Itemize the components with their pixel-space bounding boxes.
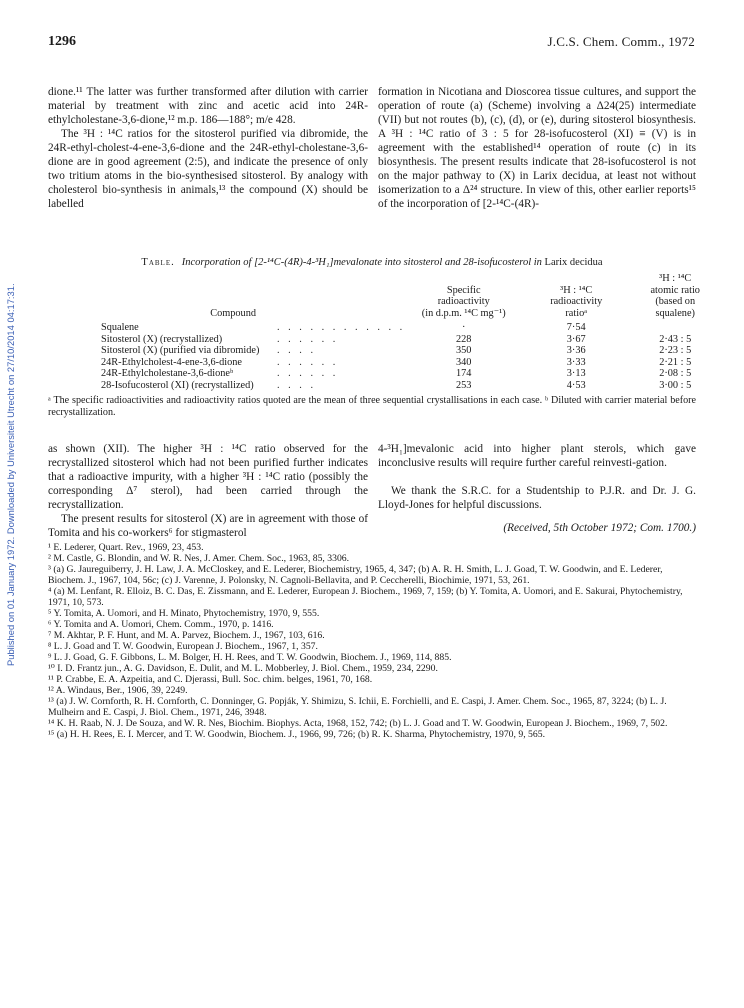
table-title-species: Larix decidua [544,257,603,268]
table-caption [48,257,696,268]
cell-specific-radioactivity: 350 [455,345,472,357]
references [48,542,696,740]
col-header-atomic: ³H : ¹⁴C atomic ratio (based on squalene) [650,273,700,319]
reference: ⁷ M. Akhtar, P. F. Hunt, and M. A. Parvez, Biochem. J., 1967, 103, 616. [48,630,325,641]
cell-leader-dots: . . . . [277,379,317,391]
reference: ² M. Castle, G. Blondin, and W. R. Nes, J. Amer. Chem. Soc., 1963, 85, 3306. [48,553,350,564]
page-header [48,34,695,52]
reference: ¹³ (a) J. W. Cornforth, R. H. Cornforth, C. Donninger, G. Popják, Y. Shimizu, S. Ichii, E. Forchielli, and E. Caspi, J. Amer. Chem. Soc., 1965, 87, 3224; (b) L. J. Mulheirn and E. Caspi, J. Biol. Chem., 1971, 246, 3948. [48,696,667,718]
reference: ¹⁴ K. H. Raab, N. J. De Souza, and W. R. Nes, Biochim. Biophys. Acta, 1968, 152, 742; (b) L. J. Goad and T. W. Goodwin, European J. Biochem., 1969, 7, 502. [48,718,668,729]
cell-leader-dots: . . . . . . [277,368,339,380]
table-row [101,322,720,334]
incorporation-table [101,273,720,392]
reference: ¹¹ P. Crabbe, E. A. Azpeitia, and C. Djerassi, Bull. Soc. chim. belges, 1961, 70, 168. [48,674,373,685]
left-column-bottom [48,442,368,540]
reference: ⁵ Y. Tomita, A. Uomori, and H. Minato, Phytochemistry, 1970, 9, 555. [48,608,320,619]
cell-atomic-ratio: 2·21 : 5 [659,356,692,368]
reference: ⁶ Y. Tomita and A. Uomori, Chem. Comm., 1970, p. 1416. [48,619,274,630]
table-row [101,334,720,346]
cell-compound: Sitosterol (X) (purified via dibromide) [101,345,260,357]
col-header-ratio: ³H : ¹⁴C radioactivity ratioᵃ [550,284,603,319]
left-column-top [48,85,368,211]
reference: ¹² A. Windaus, Ber., 1906, 39, 2249. [48,685,188,696]
reference: ⁴ (a) M. Lenfant, R. Elloiz, B. C. Das, E. Zissmann, and E. Lederer, European J. Biochem., 1969, 7, 159; (b) Y. Tomita, A. Uomori, and E. Sakurai, Phytochemistry, 1971, 10, 573. [48,586,683,608]
reference: ⁹ L. J. Goad, G. F. Gibbons, L. M. Bolger, H. H. Rees, and T. W. Goodwin, Biochem. J., 1969, 114, 885. [48,652,452,663]
cell-specific-radioactivity: 340 [455,356,472,368]
table-label: Table. [141,257,175,268]
paragraph: 4-³H₁]mevalonic acid into higher plant sterols, which gave inconclusive results will require further careful reinvesti-gation. [378,443,696,469]
reference: ¹⁵ (a) H. H. Rees, E. I. Mercer, and T. W. Goodwin, Biochem. J., 1966, 99, 726; (b) R. K. Sharma, Phytochemistry, 1970, 9, 565. [48,729,546,740]
col-header-compound: Compound [210,307,256,319]
table-title: Incorporation of [2-¹⁴C-(4R)-4-³H₁]mevalonate into sitosterol and 28-isofucosterol in [181,257,542,268]
cell-leader-dots: . . . . . . [277,333,339,345]
cell-leader-dots: . . . . . . . . . . . . [277,322,406,333]
acknowledgement: We thank the S.R.C. for a Studentship to P.J.R. and Dr. J. G. Lloyd-Jones for helpful discussions. [378,485,696,511]
cell-atomic-ratio [630,322,720,334]
right-column-bottom [378,442,696,470]
cell-compound: Sitosterol (X) (recrystallized) [101,333,223,345]
cell-compound: 24R-Ethylcholest-4-ene-3,6-dione [101,356,242,368]
cell-leader-dots: . . . . [277,345,317,357]
table-row [101,368,720,380]
table-footnote: ᵃ The specific radioactivities and radioactivity ratios quoted are the mean of three sequential crystallisations in each case. ᵇ Diluted with carrier material before recrystallization. [48,395,696,418]
cell-specific-radioactivity: 228 [455,333,472,345]
reference: ¹ E. Lederer, Quart. Rev., 1969, 23, 453. [48,542,204,553]
paragraph: The ³H : ¹⁴C ratios for the sitosterol purified via dibromide, the 24R-ethyl-cholest-4-ene-3,6-dione and the 24R-ethyl-cholestane-3,6-dione are in good agreement (2:5), and indicate the presence of only two tritium atoms in the bio-synthesised sitosterol. By analogy with cholesterol bio-synthesis in animals,¹³ the compound (X) should be labelled [48,128,368,210]
cell-radioactivity-ratio: 3·33 [566,356,586,368]
cell-specific-radioactivity: 174 [455,368,472,380]
col-header-specific: Specific radioactivity (in d.p.m. ¹⁴C mg⁻¹) [421,284,506,319]
cell-radioactivity-ratio: 3·13 [566,368,586,380]
reference: ³ (a) G. Jaureguiberry, J. H. Law, J. A. McCloskey, and E. Lederer, Biochemistry, 1965, 4, 347; (b) A. R. H. Smith, L. J. Goad, T. W. Goodwin, and E. Lederer, Biochem. J., 1967, 104, 56c; (c) J. Varenne, J. Polonsky, N. Cagnoli-Bellavita, and P. Ceccherelli, Biochimie, 1971, 53, 261. [48,564,663,586]
reference: ¹⁰ I. D. Frantz jun., A. G. Davidson, E. Dulit, and M. L. Mobberley, J. Biol. Chem., 1959, 234, 2290. [48,663,438,674]
table-row [101,357,720,369]
cell-atomic-ratio: 2·23 : 5 [659,345,692,357]
paragraph: dione.¹¹ The latter was further transformed after dilution with carrier material by treatment with zinc and acetic acid into 24R-ethylcholestane-3,6-dione,¹² m.p. 186—188°; m/e 428. [48,86,368,126]
paragraph: formation in Nicotiana and Dioscorea tissue cultures, and support the operation of route (a) (Scheme) involving a Δ24(25) intermediate (VII) but not routes (b), (c), (d), or (e), during sitosterol biosynthesis. A ³H : ¹⁴C ratio of 3 : 5 for 28-isofucosterol (XI) ≡ (V) is in agreement with the established¹⁴ operation of route (c) in its biosynthesis. The present results indicate that 28-isofucosterol is not on the major pathway to (X) in Larix decidua, at least not without isomerization to a Δ²⁴ structure. In view of this, other earlier reports¹⁵ of the incorporation of [2-¹⁴C-(4R)- [378,86,696,210]
right-column-top [378,85,696,211]
reference: ⁸ L. J. Goad and T. W. Goodwin, European J. Biochem., 1967, 1, 357. [48,641,318,652]
paragraph: as shown (XII). The higher ³H : ¹⁴C ratio observed for the recrystallized sitosterol which had not been purified further indicates that a radioactive impurity, with a higher ³H : ¹⁴C ratio (possibly the corresponding Δ⁷ sterol), had been carried through the recrystallization. [48,443,368,511]
table-header-row [101,273,720,319]
cell-atomic-ratio: 2·43 : 5 [659,333,692,345]
table-row [101,345,720,357]
cell-atomic-ratio: 2·08 : 5 [659,368,692,380]
table-row [101,380,720,392]
cell-radioactivity-ratio: 3·36 [566,345,586,357]
cell-compound: Squalene [101,322,139,333]
paragraph: The present results for sitosterol (X) are in agreement with those of Tomita and his co-workers⁶ for stigmasterol [48,513,368,539]
download-watermark: Published on 01 January 1972. Downloaded by Universiteit Utrecht on 27/10/2014 04:17:31. [5,283,16,667]
cell-atomic-ratio: 3·00 : 5 [659,379,692,391]
cell-leader-dots: . . . . . . [277,356,339,368]
journal-running-head: J.C.S. Chem. Comm., 1972 [547,34,695,49]
cell-compound: 24R-Ethylcholestane-3,6-dioneᵇ [101,368,234,380]
cell-compound: 28-Isofucosterol (XI) (recrystallized) [101,379,254,391]
cell-specific-radioactivity: 253 [455,379,472,391]
page-number: 1296 [48,34,76,49]
cell-radioactivity-ratio: 3·67 [566,333,586,345]
received-date: (Received, 5th October 1972; Com. 1700.) [503,522,696,534]
cell-radioactivity-ratio: 4·53 [566,379,586,391]
cell-specific-radioactivity: · [462,322,466,333]
cell-radioactivity-ratio: 7·54 [566,322,586,333]
